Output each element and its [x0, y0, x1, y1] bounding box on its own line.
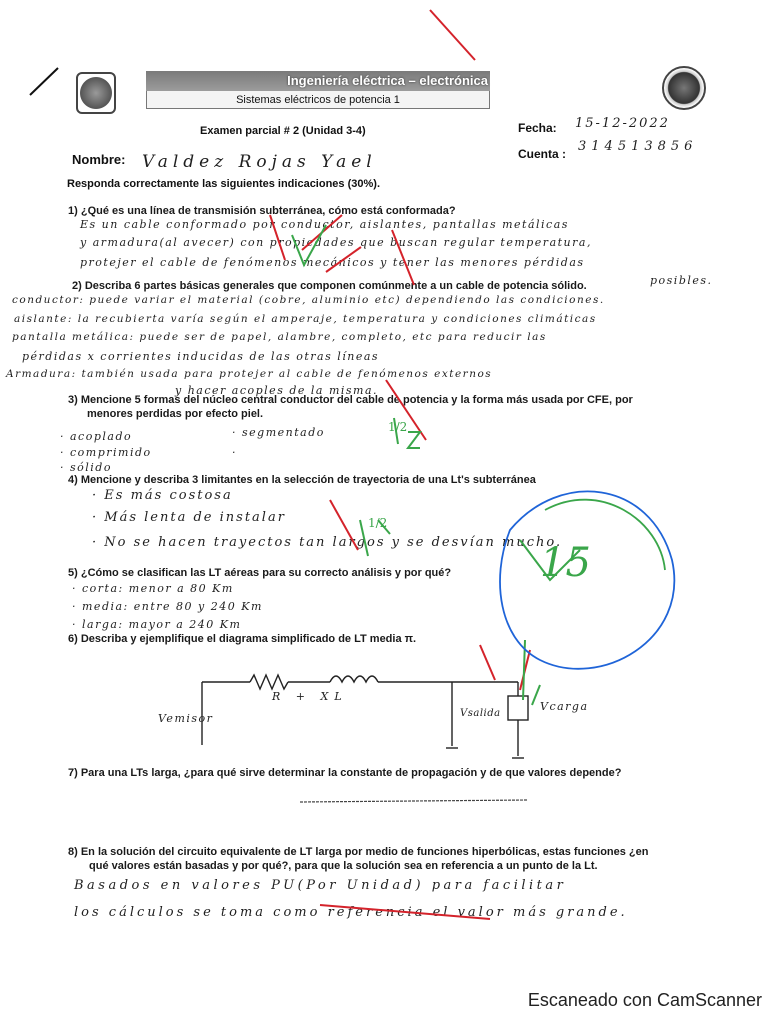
- answer-3-item-4-text: segmentado: [242, 426, 325, 439]
- question-3-text-line-1: Mencione 5 formas del núcleo central conductor del cable de potencia y la forma más usada por CFE, por: [80, 394, 633, 406]
- fecha-value: 15-12-2022: [575, 116, 670, 131]
- answer-4-item-3: · No se hacen trayectos tan largos y se desvían mucho.: [92, 535, 563, 550]
- banner-subtitle: Sistemas eléctricos de potencia 1: [146, 91, 490, 109]
- answer-1-line-2: y armadura(al avecer) con propiedades que buscan regular temperatura,: [80, 236, 592, 249]
- question-7-number: 7): [68, 767, 78, 779]
- answer-3-item-1-text: acoplado: [70, 430, 133, 443]
- answer-2-line-4: pérdidas x corrientes inducidas de las otras líneas: [22, 350, 380, 363]
- answer-5-item-2-text: media: entre 80 y 240 Km: [82, 600, 263, 613]
- question-8-number: 8): [68, 846, 78, 858]
- answer-3-item-2: · comprimido: [60, 446, 152, 459]
- answer-5-item-1: · corta: menor a 80 Km: [72, 582, 234, 595]
- answer-3-item-3: · sólido: [60, 461, 112, 474]
- question-6-number: 6): [68, 633, 78, 645]
- question-3-number: 3): [68, 394, 78, 406]
- answer-4-item-3-text: No se hacen trayectos tan largos y se desvían mucho.: [104, 535, 563, 550]
- question-3-text-line-2: menores perdidas por efecto piel.: [87, 408, 264, 420]
- answer-8-line-2: los cálculos se toma como referencia el valor más grande.: [74, 905, 628, 920]
- answer-5-item-1-text: corta: menor a 80 Km: [82, 582, 234, 595]
- answer-3-item-4: · segmentado: [232, 426, 325, 439]
- question-4-number: 4): [68, 474, 78, 486]
- question-8-text-line-2: qué valores están basadas y por qué?, para que la solución sea en referencia a un punto de la Lt.: [89, 860, 598, 872]
- answer-4-item-2-text: Más lenta de instalar: [104, 510, 286, 525]
- answer-2-trailing: posibles.: [650, 274, 713, 287]
- answer-4-item-1-text: Es más costosa: [104, 488, 233, 503]
- nombre-label: Nombre:: [72, 152, 126, 167]
- answer-2-line-3: pantalla metálica: puede ser de papel, alambre, completo, etc para reducir las: [12, 331, 547, 343]
- cuenta-value: 314513856: [578, 139, 698, 154]
- fecha-label: Fecha:: [518, 121, 557, 135]
- q4-mark: 1/2: [368, 516, 388, 530]
- question-4-text: Mencione y describa 3 limitantes en la selección de trayectoria de una Lt's subterránea: [80, 474, 536, 486]
- answer-8-line-1: Basados en valores PU(Por Unidad) para facilitar: [74, 878, 567, 893]
- answer-3-item-1: · acoplado: [60, 430, 133, 443]
- diagram-components-label: R + XL: [272, 690, 348, 703]
- answer-4-item-1: · Es más costosa: [92, 488, 233, 503]
- answer-1-line-3: protejer el cable de fenómenos mecánicos y tener las menores pérdidas: [80, 256, 585, 269]
- question-2-number: 2): [72, 280, 82, 292]
- answer-4-item-2: · Más lenta de instalar: [92, 510, 286, 525]
- diagram-vsource-label: Vemisor: [158, 712, 214, 725]
- answer-5-item-2: · media: entre 80 y 240 Km: [72, 600, 263, 613]
- exam-title: Examen parcial # 2 (Unidad 3-4): [200, 125, 366, 137]
- cuenta-label: Cuenta :: [518, 147, 566, 161]
- question-2-text: Describa 6 partes básicas generales que componen comúnmente a un cable de potencia sólido.: [84, 280, 587, 292]
- question-5-number: 5): [68, 567, 78, 579]
- q3-mark: 1/2: [388, 420, 408, 434]
- diagram-vload-label: Vcarga: [540, 700, 589, 713]
- answer-3-item-2-text: comprimido: [70, 446, 152, 459]
- score-mark: 15: [540, 540, 591, 586]
- question-1-text: ¿Qué es una línea de transmisión subterránea, cómo está conformada?: [80, 205, 456, 217]
- question-6-text: Describa y ejemplifique el diagrama simplificado de LT media π.: [80, 633, 417, 645]
- answer-1-line-1: Es un cable conformado por conductor, aislantes, pantallas metálicas: [80, 218, 569, 231]
- answer-3-item-5: ·: [232, 446, 237, 459]
- answer-2-line-6: y hacer acoples de la misma.: [175, 384, 379, 397]
- answer-3-item-3-text: sólido: [70, 461, 112, 474]
- answer-2-line-2: aislante: la recubierta varía según el amperaje, temperatura y condiciones climáticas: [14, 313, 597, 325]
- instructions: Responda correctamente las siguientes indicaciones (30%).: [67, 178, 380, 190]
- answer-5-item-3: · larga: mayor a 240 Km: [72, 618, 242, 631]
- question-7-text: Para una LTs larga, ¿para qué sirve determinar la constante de propagación y de que valores depende?: [80, 767, 622, 779]
- question-8-text-line-1: En la solución del circuito equivalente de LT larga por medio de funciones hiperbólicas, estas funciones ¿en: [80, 846, 649, 858]
- question-1-number: 1): [68, 205, 78, 217]
- banner-title: Ingeniería eléctrica – electrónica: [287, 73, 488, 88]
- answer-5-item-3-text: larga: mayor a 240 Km: [82, 618, 242, 631]
- answer-2-line-5: Armadura: también usada para protejer al cable de fenómenos externos: [6, 368, 493, 380]
- scanner-watermark: Escaneado con CamScanner: [527, 990, 762, 1010]
- answer-2-line-1: conductor: puede variar el material (cobre, aluminio etc) dependiendo las condiciones.: [12, 294, 605, 306]
- question-5-text: ¿Cómo se clasifican las LT aéreas para su correcto análisis y por qué?: [80, 567, 452, 579]
- nombre-value: Valdez Rojas Yael: [142, 152, 377, 172]
- diagram-vout-label: Vsalida: [460, 708, 501, 719]
